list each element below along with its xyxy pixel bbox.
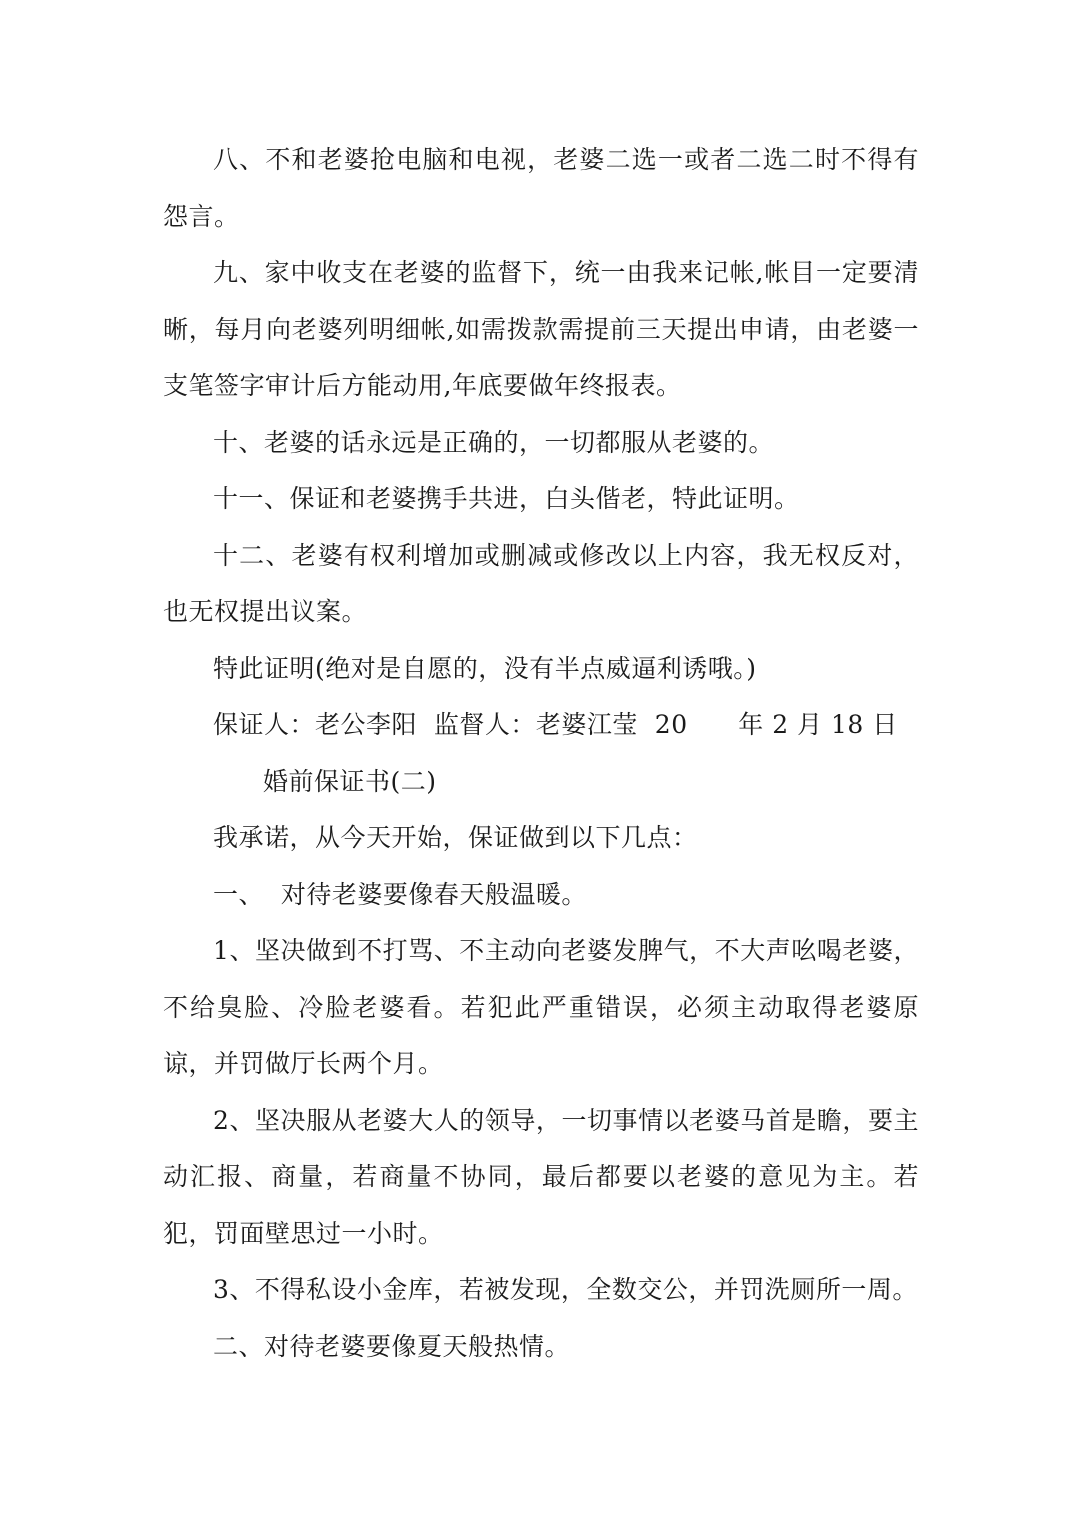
item-2: 2、坚决服从老婆大人的领导，一切事情以老婆马首是瞻，要主动汇报、商量，若商量不协同，最后都要以老婆的意见为主。若犯，罚面壁思过一小时。 bbox=[163, 1105, 919, 1248]
clause-12: 十二、老婆有权利增加或删减或修改以上内容，我无权反对，也无权提出议案。 bbox=[163, 540, 919, 626]
certification-note: 特此证明(绝对是自愿的，没有半点威逼利诱哦。) bbox=[213, 653, 757, 683]
clause-8: 八、不和老婆抢电脑和电视，老婆二选一或者二选二时不得有怨言。 bbox=[163, 145, 919, 231]
item-3: 3、不得私设小金库，若被发现，全数交公，并罚洗厕所一周。 bbox=[213, 1275, 918, 1304]
document-body bbox=[163, 132, 919, 1375]
heading-spring: 一、 对待老婆要像春天般温暖。 bbox=[213, 879, 587, 909]
clause-9: 九、家中收支在老婆的监督下，统一由我来记帐,帐目一定要清晰，每月向老婆列明细帐,如需拨款需提前三天提出申请，由老婆一支笔签字审计后方能动用,年底要做年终报表。 bbox=[163, 258, 919, 400]
clause-11: 十一、保证和老婆携手共进，白头偕老，特此证明。 bbox=[213, 484, 800, 513]
item-1: 1、坚决做到不打骂、不主动向老婆发脾气，不大声吆喝老婆，不给臭脸、冷脸老婆看。若犯此严重错误，必须主动取得老婆原谅，并罚做厅长两个月。 bbox=[163, 936, 919, 1078]
section-title: 婚前保证书(二) bbox=[263, 766, 437, 796]
clause-10: 十、老婆的话永远是正确的，一切都服从老婆的。 bbox=[213, 427, 775, 457]
promise-intro: 我承诺，从今天开始，保证做到以下几点： bbox=[213, 823, 698, 852]
heading-summer: 二、对待老婆要像夏天般热情。 bbox=[213, 1331, 571, 1361]
signature-line: 保证人：老公李阳 监督人：老婆江莹 20 年 2 月 18 日 bbox=[213, 710, 898, 739]
